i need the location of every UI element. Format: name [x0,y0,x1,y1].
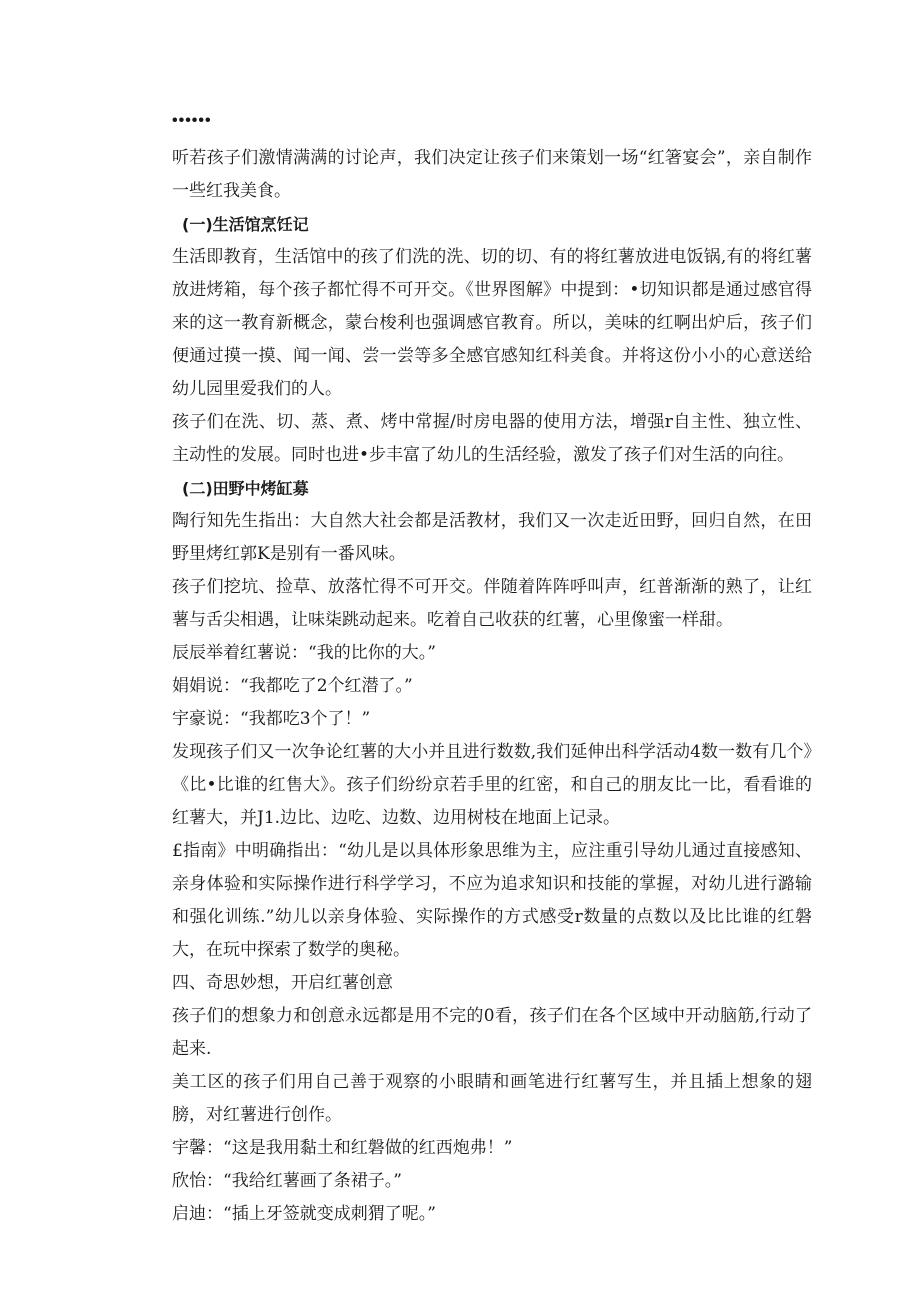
ellipsis-marker: •••••• [172,112,212,129]
paragraph: 陶行知先生指出：大自然大社会都是活教材，我们又一次走近田野，回归自然，在田野里烤红郭K是别有一番风味。 [172,511,812,564]
paragraph: 孩子们挖坑、捡草、放落忙得不可开交。伴随着阵阵呼叫声，红普渐渐的熟了，让红薯与舌尖相遇，让味柒跳动起来。吃着自己收获的红薯，心里像蜜一样甜。 [172,577,812,630]
paragraph: 生活即教育，生活馆中的孩了们洗的洗、切的切、有的将红薯放进电饭锅,有的将红薯放进烤箱，每个孩子都忙得不可开交。《世界图解》中提到：•切知识都是通过感官得来的这一教育新概念，蒙台梭利也强调感官教育。所以，美味的红啊出炉后，孩子们便通过摸一摸、闻一闻、尝一尝等多全感官感知红科美食。并将这份小小的心意送给幼儿园里爱我们的人。 [172,247,812,399]
dialogue-line: 启迪：“插上牙签就变成刺猬了呢。” [172,1204,436,1224]
document-body [172,112,812,1231]
dialogue-line: 娟娟说：“我都吃了2个红潜了。” [172,676,413,696]
paragraph: 孩子们的想象力和创意永远都是用不完的0看，孩子们在各个区域中开动脑筋,行动了起来. [172,1006,812,1059]
paragraph: 发现孩子们又一次争论红薯的大小并且进行数数,我们延伸出科学活动4数一数有几个》《比•比谁的红售大》。孩子们纷纷京若手里的红密，和自己的朋友比一比，看看谁的红薯大，并J1.边比、边吃、边数、边用树枝在地面上记录。 [172,742,812,828]
section-heading-2: (二)田野中烤缸募 [182,479,309,498]
paragraph: £指南》中明确指出：“幼儿是以具体形象思维为主，应注重引导幼儿通过直接感知、亲身体验和实际操作进行科学学习，不应为追求知识和技能的掌握，对幼儿进行潞输和强化训练.”幼儿以亲身体验、实际操作的方式感受r数量的点数以及比比谁的红磐大，在玩中探索了数学的奥秘。 [172,841,812,960]
section-heading-1: (一)生活馆烹饪记 [182,215,309,234]
dialogue-line: 欣怡：“我给红薯画了条裙子。” [172,1171,402,1191]
paragraph-flow [172,142,812,1231]
dialogue-line: 宇馨：“这是我用黏土和红磐做的红西炮弗！” [172,1138,513,1158]
dialogue-line: 辰辰举着红薯说：“我的比你的大。” [172,643,436,663]
paragraph: 美工区的孩子们用自己善于观察的小眼睛和画笔进行红薯写生，并且插上想象的翅膀，对红薯进行创作。 [172,1072,812,1125]
paragraph: 听若孩子们激情满满的讨论声，我们决定让孩子们来策划一场“红箸宴会”，亲自制作一些红我美食。 [172,148,812,201]
section-heading-3: 四、奇思妙想，开启红薯创意 [172,973,393,993]
dialogue-line: 宇豪说：“我都吃3个了！” [172,709,371,729]
paragraph: 孩子们在洗、切、蒸、煮、烤中常握/时房电器的使用方法，增强r自主性、独立性、主动性的发展。同时也进•步丰富了幼儿的生活经验，激发了孩子们对生活的向往。 [172,412,812,465]
